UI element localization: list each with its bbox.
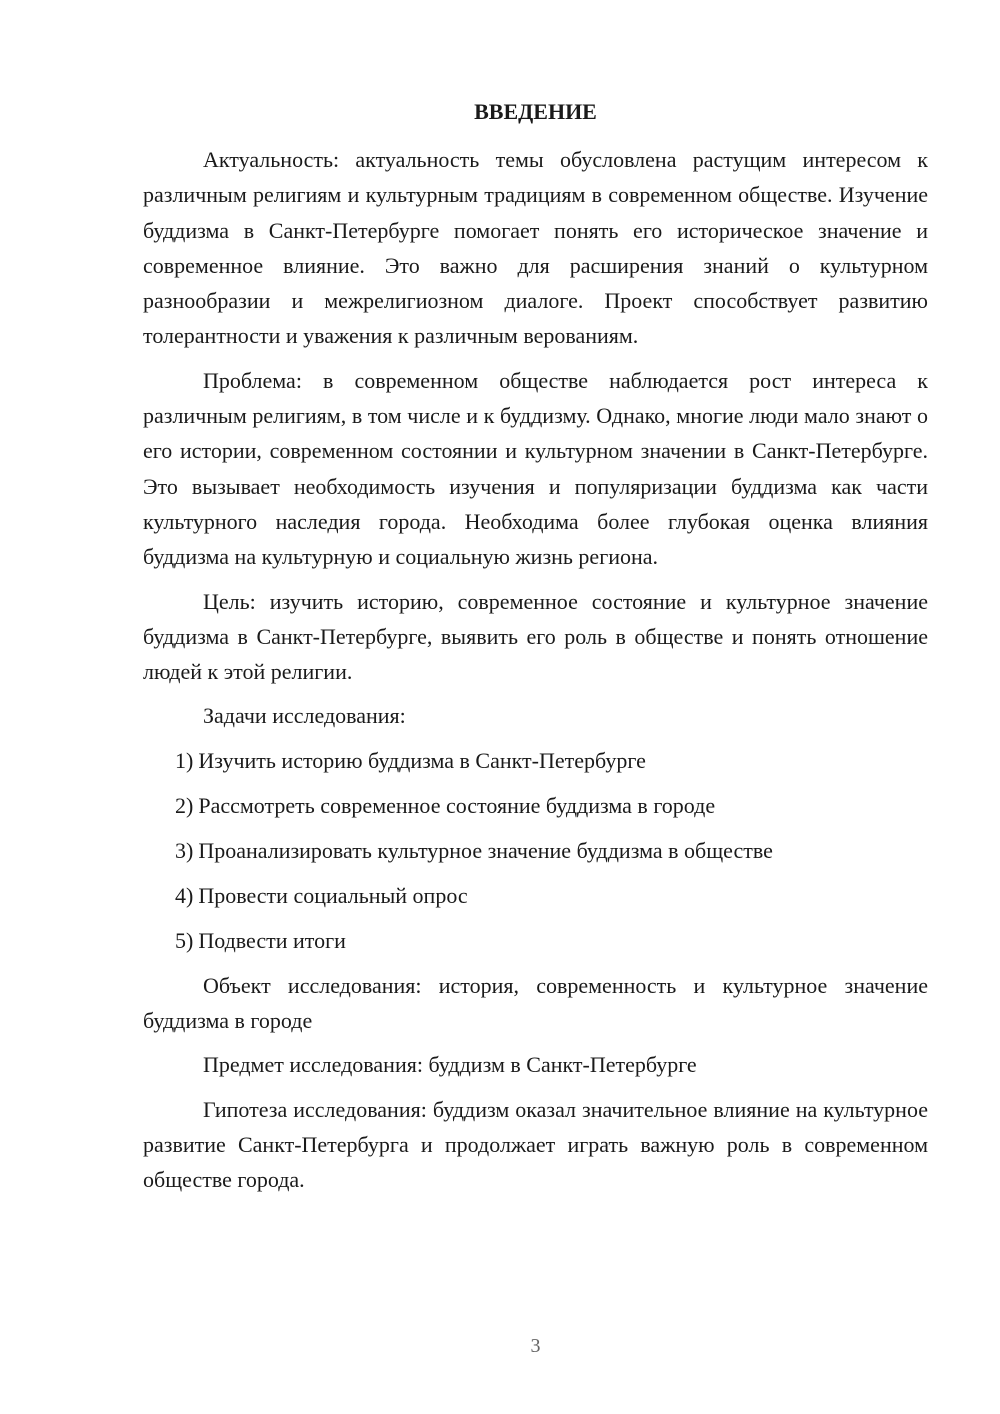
list-item-number: 1) [175, 747, 194, 773]
paragraph-hypothesis: Гипотеза исследования: буддизм оказал значительное влияние на культурное развитие Санкт-Петербурга и продолжает играть важную роль в современном обществе города. [143, 1096, 928, 1193]
list-item [143, 923, 928, 958]
document-page [143, 0, 928, 1414]
paragraph-object: Объект исследования: история, современность и культурное значение буддизма в городе [143, 972, 928, 1033]
page-number: 3 [530, 1335, 541, 1357]
document-body [143, 142, 928, 1206]
paragraph-problem: Проблема: в современном обществе наблюдается рост интереса к различным религиям, в том числе и к буддизму. Однако, многие люди мало знают о его истории, современном состоянии и культурном значении в Санкт-Петербурге. Это вызывает необходимость изучения и популяризации буддизма как части культурного наследия города. Необходима более глубокая оценка влияния буддизма на культурную и социальную жизнь региона. [143, 367, 928, 570]
paragraph-goal: Цель: изучить историю, современное состояние и культурное значение буддизма в Санкт-Петербурге, выявить его роль в обществе и понять отношение людей к этой религии. [143, 588, 928, 685]
list-item [143, 878, 928, 913]
list-item-text: Подвести итоги [198, 927, 346, 953]
list-item-number: 5) [175, 927, 194, 953]
list-item-text: Изучить историю буддизма в Санкт-Петербурге [198, 747, 646, 773]
tasks-heading: Задачи исследования: [203, 703, 406, 729]
list-item-text: Проанализировать культурное значение буддизма в обществе [198, 837, 773, 863]
list-item [143, 833, 928, 868]
list-item [143, 743, 928, 778]
task-list [143, 743, 928, 958]
paragraph-relevance: Актуальность: актуальность темы обусловлена растущим интересом к различным религиям и культурным традициям в современном обществе. Изучение буддизма в Санкт-Петербурге помогает понять его историческое значение и современное влияние. Это важно для расширения знаний о культурном разнообразии и межрелигиозном диалоге. Проект способствует развитию толерантности и уважения к различным верованиям. [143, 147, 928, 349]
list-item-number: 2) [175, 792, 194, 818]
paragraph-subject: Предмет исследования: буддизм в Санкт-Петербурге [203, 1052, 697, 1078]
list-item-number: 4) [175, 882, 194, 908]
list-item-text: Провести социальный опрос [198, 882, 468, 908]
list-item-text: Рассмотреть современное состояние буддизма в городе [198, 792, 716, 818]
section-heading: ВВЕДЕНИЕ [474, 99, 597, 124]
list-item [143, 788, 928, 823]
list-item-number: 3) [175, 837, 194, 863]
